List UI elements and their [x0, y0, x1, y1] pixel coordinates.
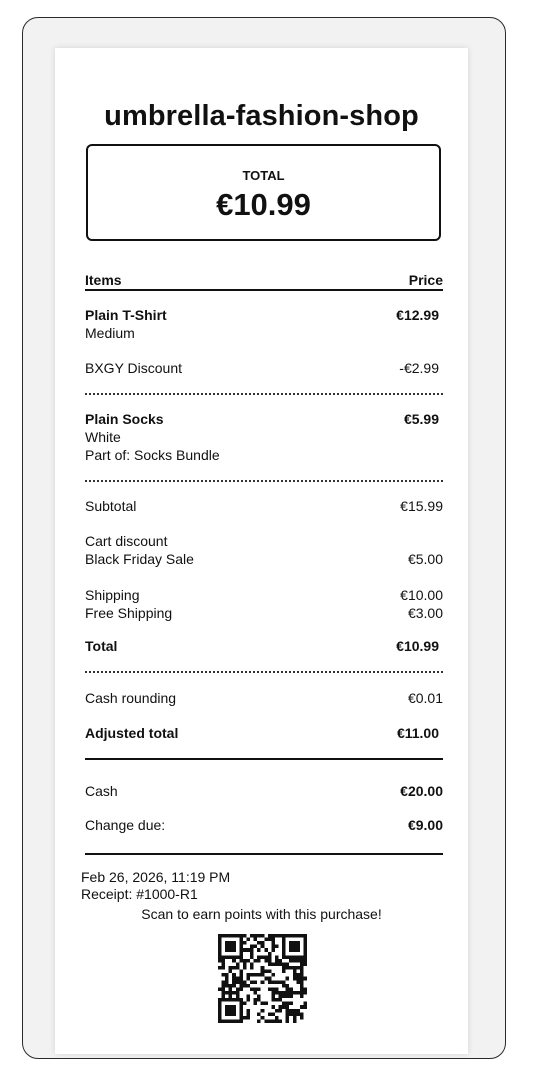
total-summary-label: TOTAL: [242, 168, 285, 183]
receipt-preview-frame: [22, 17, 506, 1059]
line-item-variant: Medium: [85, 325, 135, 341]
line-item-price: €5.99: [403, 411, 439, 427]
discount-value: -€2.99: [399, 360, 439, 376]
receipt-paper: [55, 48, 468, 1054]
cart-discount-label: Cart discount: [85, 533, 168, 549]
change-due-value: €9.00: [407, 817, 443, 833]
line-item-name: Plain Socks: [85, 411, 164, 427]
subtotal-value: €15.99: [400, 498, 443, 514]
cash-rounding-label: Cash rounding: [85, 690, 177, 706]
total-summary-box: [86, 144, 441, 241]
adjusted-total-value: €11.00: [396, 725, 439, 741]
shipping-value: €10.00: [400, 587, 443, 603]
free-shipping-label: Free Shipping: [85, 605, 173, 621]
receipt-number: Receipt: #1000-R1: [81, 886, 198, 902]
subtotal-label: Subtotal: [85, 498, 137, 514]
line-item: [85, 410, 443, 468]
scan-prompt: Scan to earn points with this purchase!: [141, 906, 382, 922]
items-header-label: Items: [85, 272, 122, 288]
line-item: [85, 306, 443, 346]
adjusted-total-label: Adjusted total: [85, 725, 179, 741]
cart-discount-name: Black Friday Sale: [85, 551, 194, 567]
total-value: €10.99: [396, 638, 439, 654]
header-divider: [85, 289, 443, 291]
shop-name: umbrella-fashion-shop: [104, 100, 419, 132]
line-item-price: €12.99: [396, 307, 439, 323]
total-label: Total: [85, 638, 118, 654]
cash-rounding-value: €0.01: [407, 690, 443, 706]
receipt-date: Feb 26, 2026, 11:19 PM: [81, 869, 231, 885]
cart-discount-value: €5.00: [407, 551, 443, 567]
line-item-variant: White: [85, 429, 121, 445]
free-shipping-value: €3.00: [407, 605, 443, 621]
shipping-row: [85, 586, 443, 624]
line-item-bundle: Part of: Socks Bundle: [85, 447, 220, 463]
discount-label: BXGY Discount: [85, 360, 183, 376]
item-divider: [85, 393, 443, 395]
cash-value: €20.00: [400, 783, 443, 799]
line-item-name: Plain T-Shirt: [85, 307, 167, 323]
total-summary-amount: €10.99: [216, 187, 311, 222]
shipping-label: Shipping: [85, 587, 140, 603]
qr-code-icon[interactable]: [218, 934, 307, 1023]
total-divider: [85, 671, 443, 673]
items-end-divider: [85, 480, 443, 482]
footer-divider: [85, 853, 443, 855]
cash-label: Cash: [85, 783, 118, 799]
cart-discount-row: [85, 532, 443, 570]
payment-divider: [85, 758, 443, 760]
change-due-label: Change due:: [85, 817, 166, 833]
price-header-label: Price: [408, 272, 443, 288]
